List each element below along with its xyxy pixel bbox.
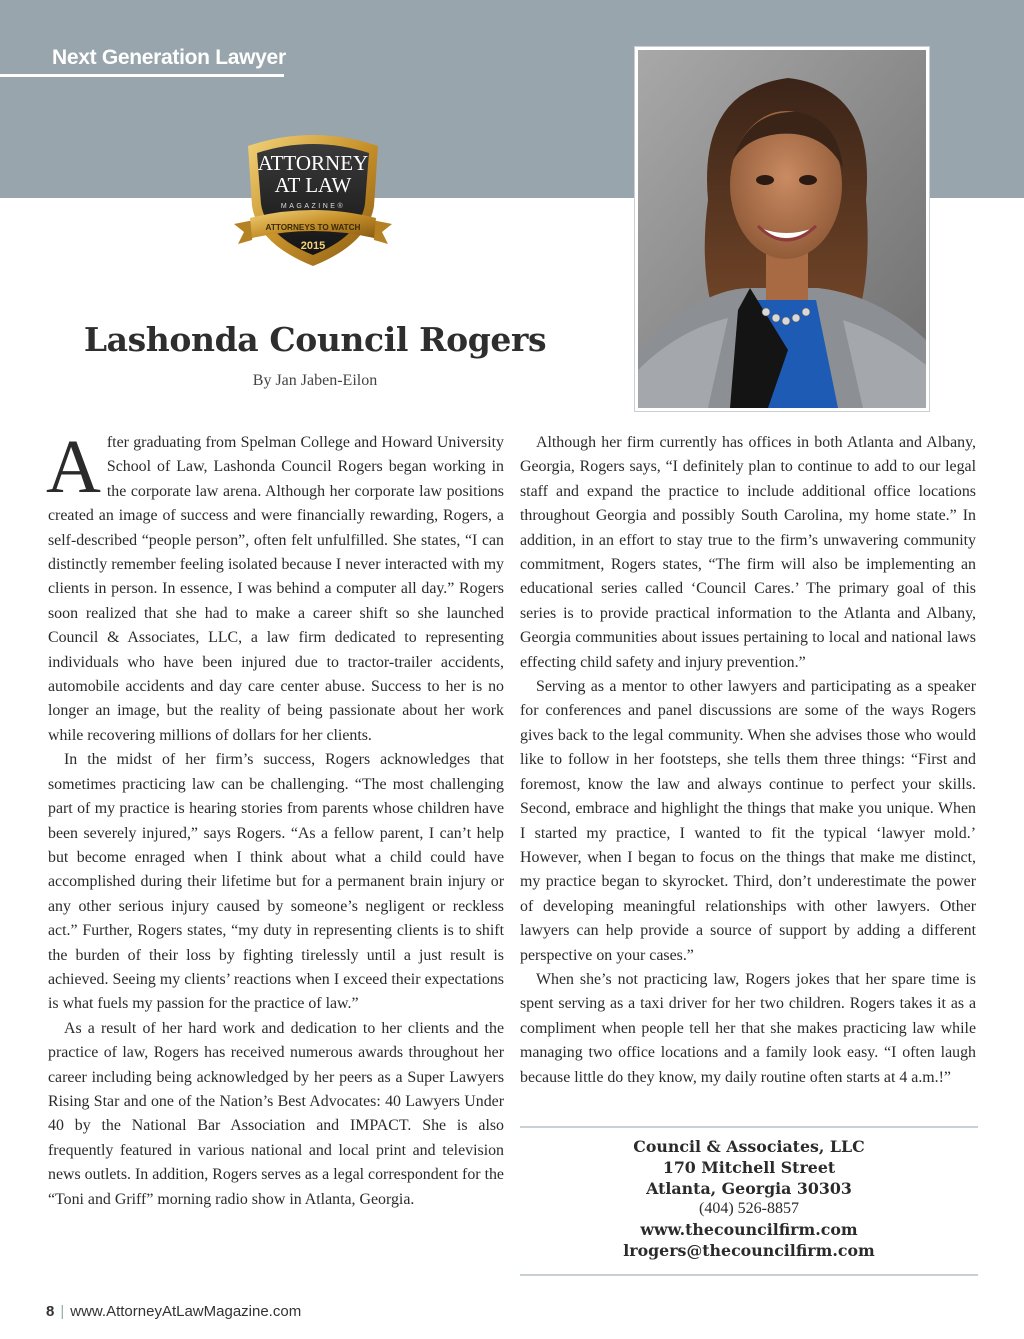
contact-block: [520, 1137, 978, 1262]
badge-ribbon-text: ATTORNEYS TO WATCH: [265, 223, 361, 232]
contact-website[interactable]: www.thecouncilfirm.com: [640, 1220, 858, 1240]
article-paragraph: In the midst of her firm’s success, Rogers acknowledges that sometimes practicing law can be challenging. “The most challenging part of my practice is hearing stories from parents whose children have been severely injured,” says Rogers. “As a fellow parent, I can’t help but become enraged when I think about what a child could have accomplished during their lifetime but for a permanent brain injury or any other serious injury caused by someone’s negligent or reckless act.” Further, Rogers states, “my duty in representing clients is to shift the burden of their loss by fighting tirelessly until a just result is achieved. Seeing my clients’ reactions when I exceed their expectations is what fuels my passion for the practice of law.”: [48, 751, 504, 1013]
attorneys-to-watch-badge: [228, 128, 398, 278]
contact-top-rule: [520, 1126, 978, 1128]
article-byline: By Jan Jaben-Eilon: [252, 372, 378, 389]
article-column-right: [520, 431, 976, 1090]
page-number: 8: [46, 1303, 55, 1320]
badge-shield-icon: [228, 128, 398, 278]
article-paragraph: As a result of her hard work and dedication to her clients and the practice of law, Rogers has received numerous awards throughout her career including being acknowledged by her peers as a Super Lawyers Rising Star and one of the Nation’s Best Advocates: 40 Lawyers Under 40 by the National Bar Association and IMPACT. She is also frequently featured in various national and local print and television news outlets. In addition, Rogers serves as a legal correspondent for the “Toni and Griff” morning radio show in Atlanta, Georgia.: [48, 1019, 504, 1208]
badge-line1: ATTORNEY: [257, 151, 369, 175]
drop-cap: A: [46, 425, 101, 509]
contact-city: Atlanta, Georgia 30303: [646, 1178, 852, 1198]
contact-street: 170 Mitchell Street: [662, 1157, 836, 1177]
badge-line2: AT LAW: [274, 173, 352, 197]
section-label: Next Generation Lawyer: [52, 46, 286, 69]
contact-email[interactable]: lrogers@thecouncilfirm.com: [623, 1240, 875, 1260]
portrait-frame: [634, 46, 930, 412]
footer-separator: |: [60, 1303, 65, 1320]
paragraph-text: fter graduating from Spelman College and Howard University School of Law, Lashonda Council Rogers began working in the corporate law arena. Although her corporate law positions created an image of success and were financially rewarding, Rogers, a self-described “people person”, often felt unfulfilled. She states, “I can distinctly remember feeling isolated because I never interacted with my clients in person. In essence, I was behind a computer all day.” Rogers soon realized that she had to make a career shift so she launched Council & Associates, LLC, a law firm dedicated to representing individuals who have been injured due to tractor-trailer accidents, automobile accidents and day care center abuse. Success to her is no longer an image, but the reality of being passionate about her work while recovering millions of dollars for her clients.: [48, 434, 504, 744]
article-paragraph: When she’s not practicing law, Rogers jokes that her spare time is spent serving as a taxi driver for her two children. Rogers takes it as a compliment when people tell her that she makes practicing law while managing two office locations and a family look easy. “I often laugh because little do they know, my daily routine often starts at 4 a.m.!”: [520, 970, 976, 1086]
portrait-image-icon: [638, 50, 926, 408]
badge-year: 2015: [300, 240, 326, 252]
contact-phone: (404) 526-8857: [699, 1200, 799, 1218]
badge-line3: MAGAZINE®: [280, 203, 346, 210]
article-paragraph: [46, 425, 504, 748]
section-underline: [0, 74, 284, 77]
footer-site[interactable]: www.AttorneyAtLawMagazine.com: [70, 1303, 302, 1320]
page-footer: [46, 1303, 301, 1320]
article-paragraph: Although her firm currently has offices in both Atlanta and Albany, Georgia, Rogers says, “I definitely plan to continue to add to our legal staff and expand the practice to include additional office locations throughout Georgia and possibly South Carolina, my home state.” In addition, in an effort to stay true to the firm’s unwavering community commitment, Rogers states, “The firm will also be implementing an educational series called ‘Council Cares.’ The primary goal of this series is to provide practical information to the Atlanta and Albany, Georgia communities about issues pertaining to local and national laws effecting child safety and injury prevention.”: [520, 434, 976, 671]
contact-firm: Council & Associates, LLC: [633, 1137, 865, 1156]
article-column-left: [46, 425, 504, 1212]
portrait-photo: [638, 50, 926, 408]
article-paragraph: Serving as a mentor to other lawyers and participating as a speaker for conferences and panel discussions are some of the ways Rogers gives back to the legal community. When she advises those who would like to follow in her footsteps, she tells them three things: “First and foremost, know the law and always continue to perfect your skills. Second, embrace and highlight the things that make you unique. When I started my practice, I wanted to fit the typical ‘lawyer mold.’ However, when I began to focus on the things that make me distinct, my practice began to skyrocket. Third, don’t underestimate the power of developing meaningful relationships with other lawyers. Other lawyers can help provide a source of support by adding a different perspective on your cases.”: [520, 678, 976, 964]
contact-bottom-rule: [520, 1274, 978, 1276]
article-title: Lashonda Council Rogers: [83, 320, 547, 359]
